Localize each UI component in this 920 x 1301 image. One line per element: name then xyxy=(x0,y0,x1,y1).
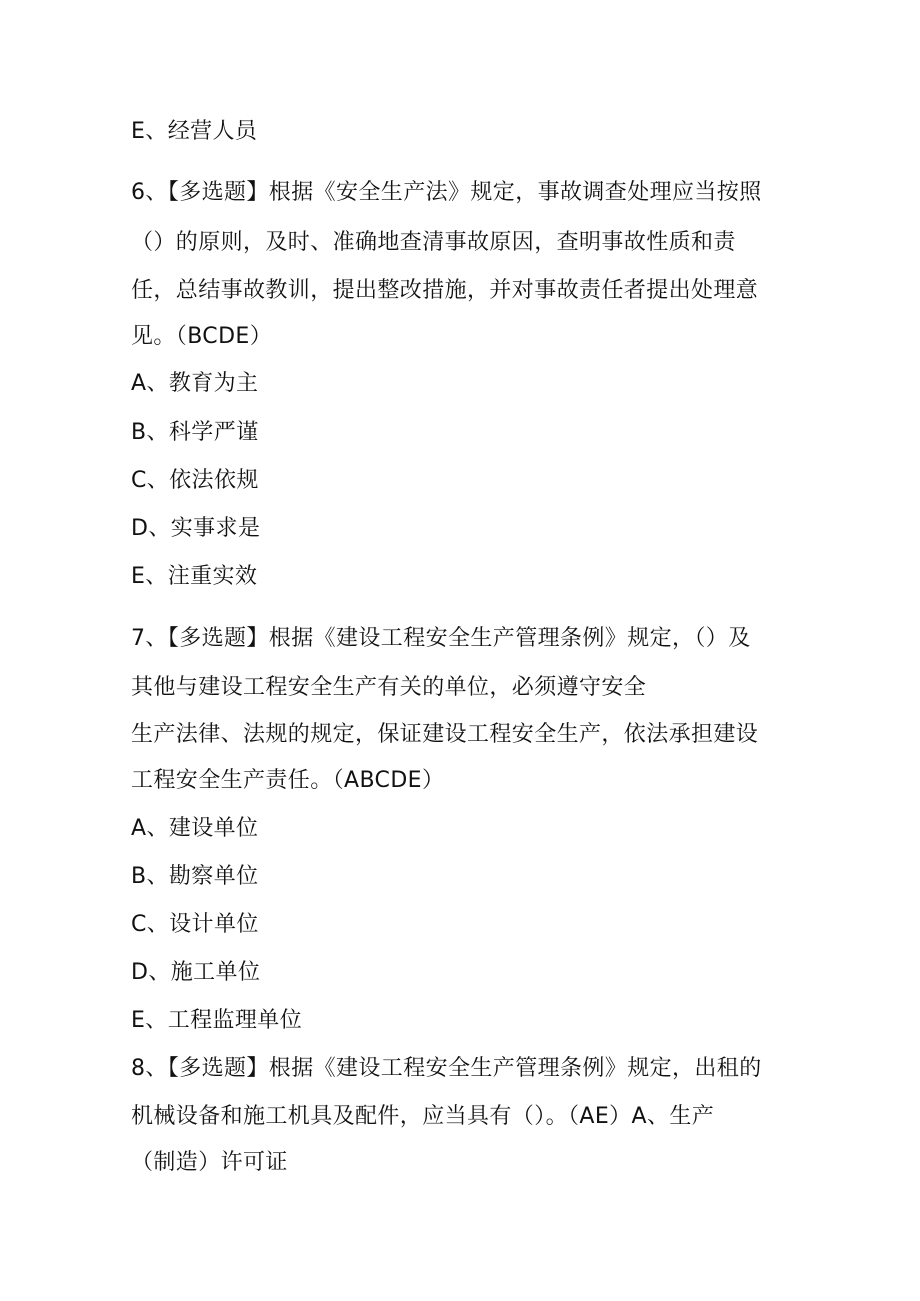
q6-option-e: E、注重实效 xyxy=(131,564,258,589)
q6-option-b: B、科学严谨 xyxy=(131,420,259,445)
q5-option-e: E、经营人员 xyxy=(131,119,258,144)
q7-question-line-1: 7、【多选题】根据《建设工程安全生产管理条例》规定，（）及 xyxy=(131,626,751,651)
q6-option-c: C、依法依规 xyxy=(131,468,259,493)
q7-option-e: E、工程监理单位 xyxy=(131,1008,303,1033)
q6-question-line-2: （）的原则，及时、准确地查清事故原因，查明事故性质和责 xyxy=(131,230,736,255)
q8-question-line-3: （制造）许可证 xyxy=(131,1150,288,1175)
q7-option-d: D、施工单位 xyxy=(131,960,261,985)
q7-question-line-2: 其他与建设工程安全生产有关的单位，必须遵守安全 xyxy=(131,675,647,700)
q6-question-line-1: 6、【多选题】根据《安全生产法》规定，事故调查处理应当按照 xyxy=(131,180,762,205)
q7-option-c: C、设计单位 xyxy=(131,912,259,937)
q6-option-d: D、实事求是 xyxy=(131,516,261,541)
q8-question-line-1: 8、【多选题】根据《建设工程安全生产管理条例》规定，出租的 xyxy=(131,1056,762,1081)
q7-option-a: A、建设单位 xyxy=(131,816,259,841)
q7-option-b: B、勘察单位 xyxy=(131,864,259,889)
q6-option-a: A、教育为主 xyxy=(131,371,259,396)
q7-question-line-3: 生产法律、法规的规定，保证建设工程安全生产，依法承担建设 xyxy=(131,722,759,747)
q6-question-line-4: 见。（BCDE） xyxy=(131,324,273,349)
q6-question-line-3: 任，总结事故教训，提出整改措施，并对事故责任者提出处理意 xyxy=(131,278,759,303)
q7-question-line-4: 工程安全生产责任。（ABCDE） xyxy=(131,768,445,793)
q8-question-line-2: 机械设备和施工机具及配件，应当具有（）。（AE）A、生产 xyxy=(131,1104,715,1129)
